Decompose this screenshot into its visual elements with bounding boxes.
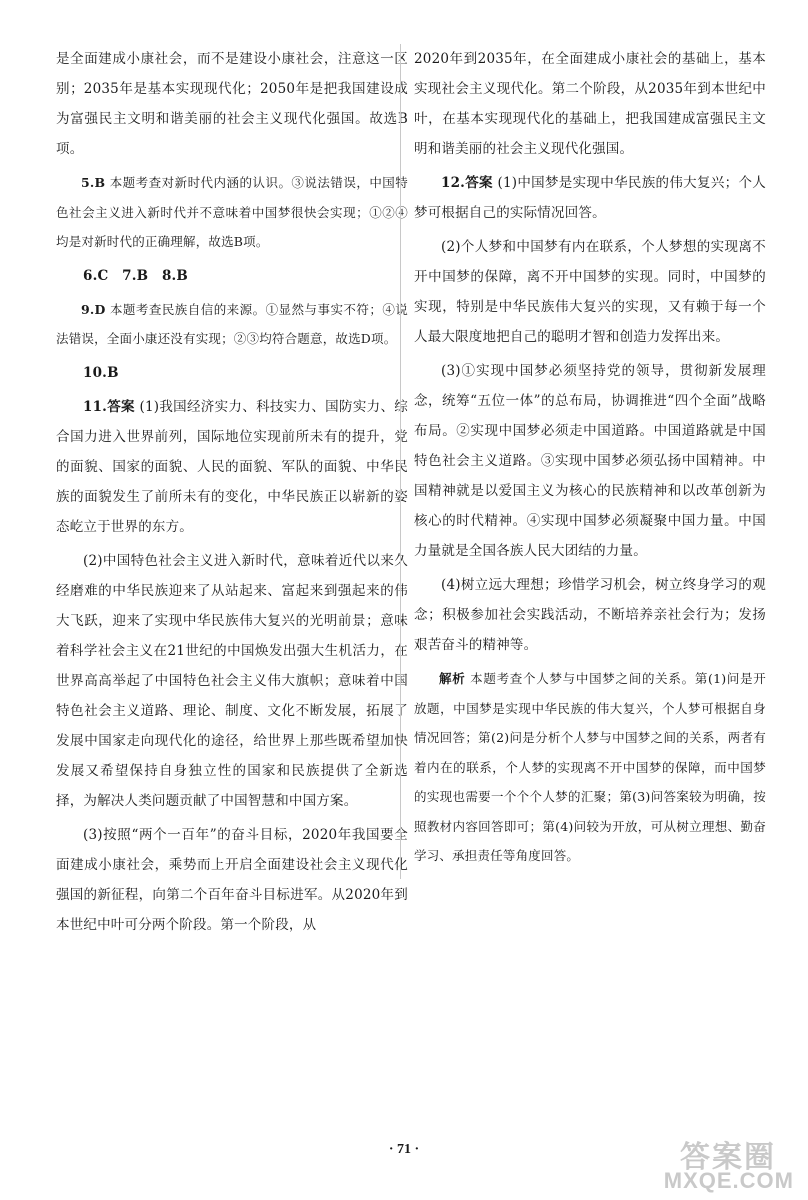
right-column	[414, 44, 766, 875]
answer-11-part-2: (2)中国特色社会主义进入新时代，意味着近代以来久经磨难的中华民族迎来了从站起来、富起来到强起来的伟大飞跃，迎来了实现中华民族伟大复兴的光明前景；意味着科学社会主义在21世纪的中国焕发出强大生机活力，在世界高高举起了中国特色社会主义伟大旗帜；意味着中国特色社会主义道路、理论、制度、文化不断发展，拓展了发展中国家走向现代化的途径，给世界上那些既希望加快发展又希望保持自身独立性的国家和民族提供了全新选择，为解决人类问题贡献了中国智慧和中国方案。	[56, 552, 408, 809]
answer-12-part-1-text: (1)中国梦是实现中华民族的伟大复兴；个人梦可根据自己的实际情况回答。	[414, 175, 766, 221]
answer-11-part-3-continuation: 2020年到2035年，在全面建成小康社会的基础上，基本实现社会主义现代化。第二个阶段，从2035年到本世纪中叶，在基本实现现代化的基础上，把我国建成富强民主文明和谐美丽的社会主义现代化强国。	[414, 51, 766, 157]
answer-11-part-1-text: (1)我国经济实力、科技实力、国防实力、综合国力进入世界前列，国际地位实现前所未有的提升，党的面貌、国家的面貌、人民的面貌、军队的面貌、中华民族的面貌发生了前所未有的变化，中华民族正以崭新的姿态屹立于世界的东方。	[56, 398, 408, 535]
watermark-top-text: 答案圈	[680, 1141, 776, 1174]
answers-6-7-8: 6.C 7.B 8.B	[83, 267, 189, 284]
answer-12-part-2: (2)个人梦和中国梦有内在联系，个人梦想的实现离不开中国梦的保障，离不开中国梦的实现。同时，中国梦的实现，特别是中华民族伟大复兴的实现，又有赖于每一个人最大限度地把自己的聪明才智和创造力发挥出来。	[414, 239, 766, 345]
watermark-logo	[658, 1132, 798, 1194]
answer-9-number: 9.D	[81, 301, 106, 317]
watermark-bottom-text: MXQE.COM	[663, 1168, 794, 1193]
answer-5	[56, 168, 408, 257]
answer-5-number: 5.B	[81, 175, 106, 190]
answer-11-label: 11.答案	[83, 398, 135, 415]
answer-12-part-1	[414, 168, 766, 228]
answer-9	[56, 295, 408, 354]
answer-11-part-1	[56, 392, 408, 542]
analysis-text: 本题考查个人梦与中国梦之间的关系。第(1)问是开放题，中国梦是实现中华民族的伟大复兴，个人梦可根据自身情况回答；第(2)问是分析个人梦与中国梦之间的关系，两者有着内在的联系，个人梦的实现离不开中国梦的保障，而中国梦的实现也需要一个个个人梦的汇聚；第(3)问答案较为明确，按照教材内容回答即可；第(4)问较为开放，可从树立理想、勤奋学习、承担责任等角度回答。	[414, 671, 766, 863]
left-column	[56, 44, 408, 944]
column-divider	[400, 44, 401, 879]
answer-10: 10.B	[83, 364, 119, 381]
answer-11-part-3: (3)按照“两个一百年”的奋斗目标，2020年我国要全面建成小康社会，乘势而上开启全面建设社会主义现代化强国的新征程，向第二个百年奋斗目标进军。从2020年到本世纪中叶可分两个阶段。第一个阶段，从	[56, 826, 408, 933]
answer-9-explanation: 本题考查民族自信的来源。①显然与事实不符；④说法错误，全面小康还没有实现；②③均符合题意，故选D项。	[56, 301, 408, 346]
answer-5-explanation: 本题考查对新时代内涵的认识。③说法错误，中国特色社会主义进入新时代并不意味着中国梦很快会实现；①②④均是对新时代的正确理解，故选B项。	[56, 175, 408, 249]
answer-12-label: 12.答案	[441, 175, 493, 191]
answer-12-part-3: (3)①实现中国梦必须坚持党的领导，贯彻新发展理念，统筹“五位一体”的总布局，协调推进“四个全面”战略布局。②实现中国梦必须走中国道路。中国道路就是中国特色社会主义道路。③实现中国梦必须弘扬中国精神。中国精神就是以爱国主义为核心的民族精神和以改革创新为核心的时代精神。④实现中国梦必须凝聚中国力量。中国力量就是全国各族人民大团结的力量。	[414, 363, 766, 559]
page-number: · 71 ·	[388, 1142, 420, 1157]
analysis-label: 解析	[439, 671, 466, 686]
answer-4-continuation: 是全面建成小康社会，而不是建设小康社会，注意这一区别；2035年是基本实现现代化；2050年是把我国建设成为富强民主文明和谐美丽的社会主义现代化强国。故选B项。	[56, 51, 408, 157]
answer-12-analysis	[414, 664, 766, 871]
answer-12-part-4: (4)树立远大理想；珍惜学习机会，树立终身学习的观念；积极参加社会实践活动，不断培养亲社会行为；发扬艰苦奋斗的精神等。	[414, 577, 766, 653]
